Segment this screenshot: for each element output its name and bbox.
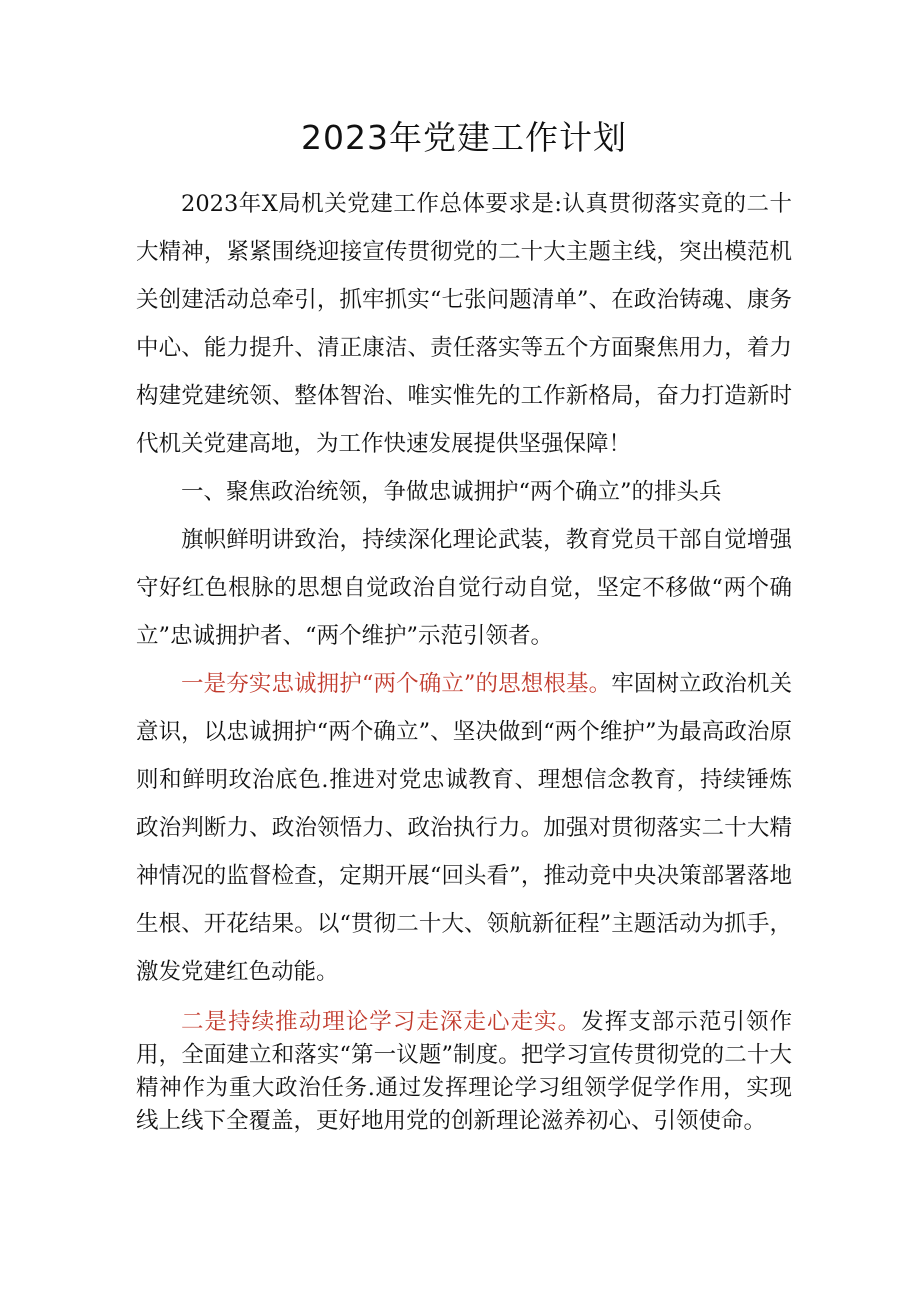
- item-2-paragraph: [136, 1006, 792, 1138]
- item-1-body: 牢固树立政治机关意识，以忠诚拥护“两个确立”、坚决做到“两个维护”为最高政治原则和鲜明玫治底色.推进对党忠诚教育、理想信念教育，持续锤炼政治判断力、政治领悟力、政治执行力。加强对贯彻落实二十大精神情况的监督检查，定期开展“回头看”，推动竞中央决策部署落地生根、开花结果。以“贯彻二十大、领航新征程”主题活动为抓手，激发党建红色动能。: [136, 671, 792, 985]
- document-title: 2023年党建工作计划: [301, 118, 627, 157]
- intro-paragraph: 2023年X局机关党建工作总体要求是:认真贯彻落实竟的二十大精神，紧紧围绕迎接宣传贯彻党的二十大主题主线，突出模范机关创建活动总牵引，抓牢抓实“七张问题清单”、在政治铸魂、康务中心、能力提升、清正康洁、责任落实等五个方面聚焦用力，着力构建党建统领、整体智治、唯实惟先的工作新格局，奋力打造新时代机关党建高地，为工作快速发展提供坚强保障！: [136, 191, 792, 457]
- item-1-paragraph: [136, 660, 792, 996]
- item-2-body: 发挥支部示范引领作用，全面建立和落实“第一议题”制度。把学习宣传贯彻党的二十大精神作为重大政治任务.通过发挥理论学习组领学促学作用，实现线上线下全覆盖，更好地用党的创新理论滋养初心、引领使命。: [136, 1009, 792, 1134]
- section-1-heading: 一、聚焦政治统领，争做忠诚拥护“两个确立”的排头兵: [181, 479, 722, 505]
- item-1-lead: 一是夯实忠诚拥护“两个确立”的思想根基。: [181, 671, 612, 697]
- section-1-body: 旗帜鲜明讲致治，持续深化理论武装，教育党员干部自觉增强守好红色根脉的思想自觉政治自觉行动自觉，坚定不移做“两个确立”忠诚拥护者、“两个维护”示范引领者。: [136, 527, 792, 649]
- item-2-lead: 二是持续推动理论学习走深走心走实。: [181, 1009, 582, 1035]
